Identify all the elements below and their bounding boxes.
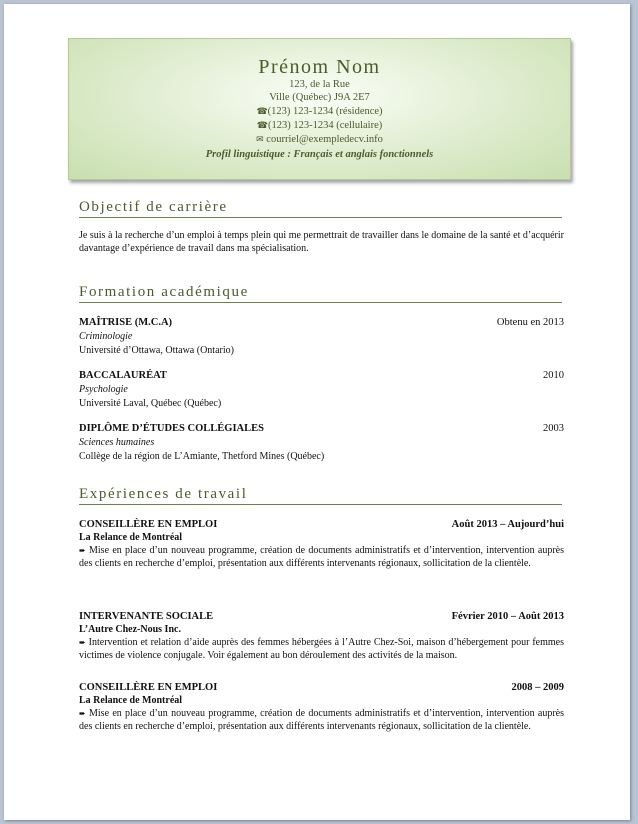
resume-page — [4, 4, 630, 820]
job-organization: L’Autre Chez-Nous Inc. — [79, 624, 181, 635]
job-dates: 2008 – 2009 — [511, 682, 564, 693]
degree-field: Psychologie — [79, 384, 128, 395]
degree-date: 2003 — [543, 423, 564, 434]
job-organization: La Relance de Montréal — [79, 532, 183, 543]
section-title-education: Formation académique — [79, 283, 562, 303]
bullet-arrow-icon: ➨ — [79, 546, 86, 555]
degree-name: BACCALAURÉAT — [79, 370, 167, 381]
phone-cell: (123) 123-1234 (cellulaire) — [267, 119, 383, 131]
education-entry-header — [79, 316, 564, 329]
degree-school: Université Laval, Québec (Québec) — [79, 398, 222, 409]
section-title-experience: Expériences de travail — [79, 485, 562, 505]
degree-field: Criminologie — [79, 331, 133, 342]
telephone-icon: ☎ — [256, 120, 268, 131]
candidate-name: Prénom Nom — [258, 56, 381, 78]
bullet-arrow-icon: ➨ — [79, 638, 86, 647]
email-line — [69, 133, 570, 147]
degree-school: Université d’Ottawa, Ottawa (Ontario) — [79, 345, 234, 356]
degree-date: 2010 — [543, 370, 564, 381]
bullet-arrow-icon: ➨ — [79, 709, 86, 718]
email[interactable]: courriel@exempledecv.info — [266, 134, 383, 146]
address-line-2: Ville (Québec) J9A 2E7 — [269, 92, 370, 104]
job-organization: La Relance de Montréal — [79, 695, 183, 706]
degree-name: DIPLÔME D’ÉTUDES COLLÉGIALES — [79, 423, 264, 434]
job-description: ➨ Intervention et relation d’aide auprès des femmes hébergées à l’Autre Chez-Soi, maison d’hébergement pour femmes victimes de violence conjugale. Voir également au bon déroulement des activités de la maison. — [79, 637, 564, 661]
job-role: INTERVENANTE SOCIALE — [79, 611, 214, 622]
job-entry-header — [79, 610, 564, 623]
objective-text: Je suis à la recherche d’un emploi à temps plein qui me permettrait de travailler dans le domaine de la santé et d’acquérir davantage d’expérience de travail dans ma spécialisation. — [79, 230, 564, 254]
job-description: ➨ Mise en place d’un nouveau programme, création de documents administratifs et d’intervention, intervention auprès des clients en recherche d’emploi, présentation aux différents intervenants régionaux, sollicitation de la clientèle. — [79, 708, 565, 732]
degree-field: Sciences humaines — [79, 437, 155, 448]
section-title-objective: Objectif de carrière — [79, 198, 562, 218]
phone-cell-line — [69, 119, 570, 133]
job-entry-header — [79, 518, 564, 531]
degree-school: Collège de la région de L’Amiante, Thetford Mines (Québec) — [79, 451, 325, 462]
address-line-1: 123, de la Rue — [289, 79, 350, 90]
job-role: CONSEILLÈRE EN EMPLOI — [79, 682, 218, 693]
language-profile: Profil linguistique : Français et anglais fonctionnels — [205, 149, 434, 161]
phone-home-line — [69, 105, 570, 119]
telephone-icon: ☎ — [256, 106, 268, 117]
phone-home: (123) 123-1234 (résidence) — [267, 105, 383, 117]
job-role: CONSEILLÈRE EN EMPLOI — [79, 519, 218, 530]
degree-date: Obtenu en 2013 — [496, 317, 564, 328]
job-entry-header — [79, 681, 564, 694]
degree-name: MAÎTRISE (M.C.A) — [79, 317, 173, 328]
job-dates: Février 2010 – Août 2013 — [451, 611, 564, 622]
education-entry-header — [79, 422, 564, 435]
resume-header — [68, 38, 571, 180]
job-description: ➨ Mise en place d’un nouveau programme, création de documents administratifs et d’intervention, intervention auprès des clients en recherche d’emploi, présentation aux différents intervenants régionaux, sollicitation de la clientèle. — [79, 545, 565, 569]
job-dates: Août 2013 – Aujourd’hui — [451, 519, 564, 530]
education-entry-header — [79, 369, 564, 382]
envelope-icon: ✉ — [256, 135, 264, 146]
